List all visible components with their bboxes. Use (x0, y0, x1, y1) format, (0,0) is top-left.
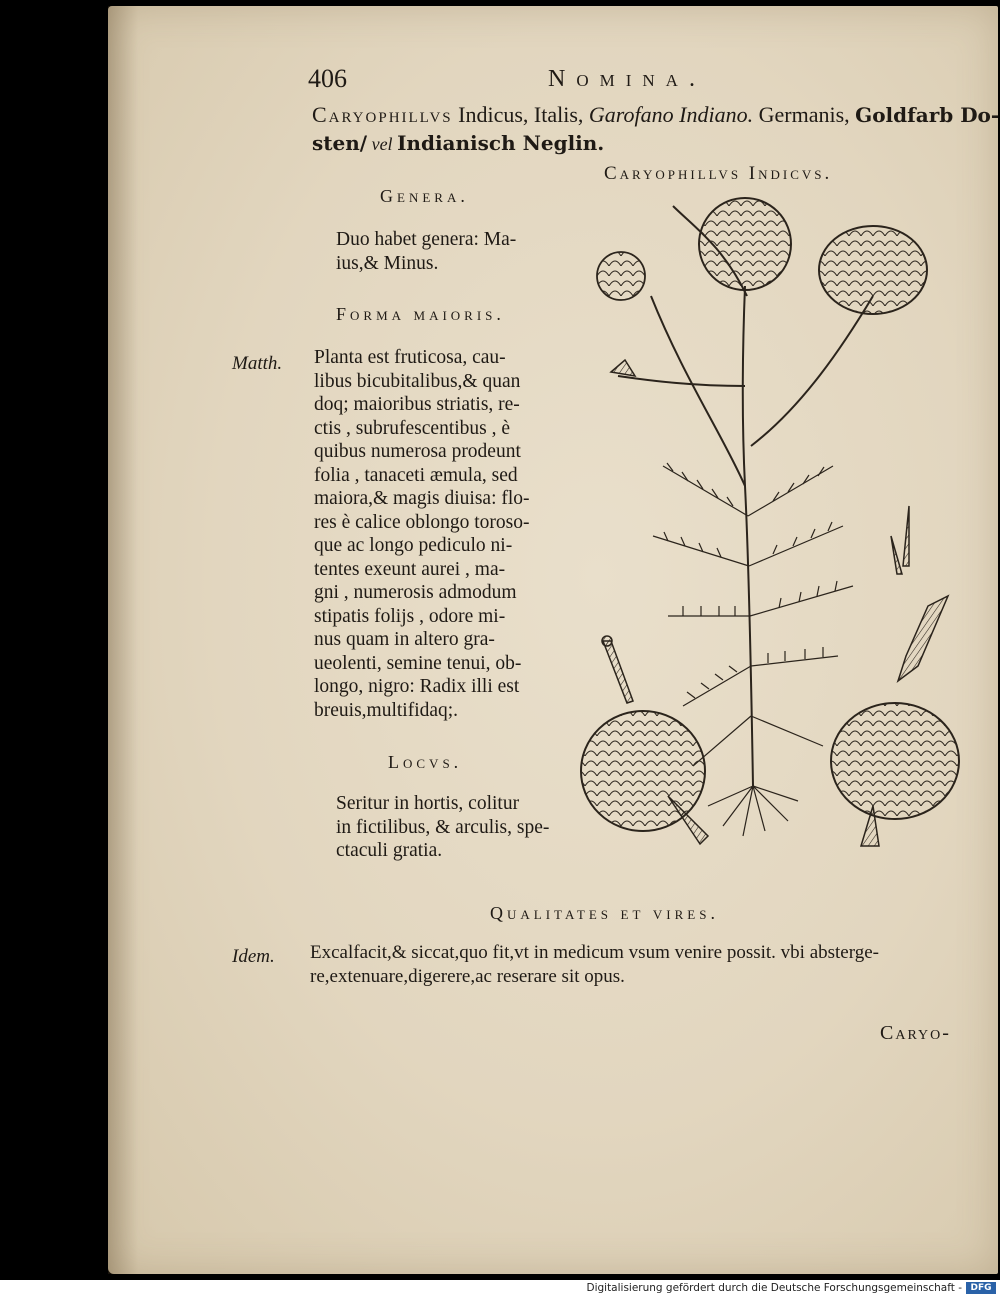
forma-line: Planta est fruticosa, cau- (314, 347, 506, 368)
qualitates-heading: Qualitates et vires. (490, 903, 719, 923)
title-line-2 (312, 130, 604, 156)
footer-bar (0, 1280, 1000, 1297)
forma-line: doq; maioribus striatis, re- (314, 394, 520, 415)
qualitates-line: Excalfacit,& siccat,quo fit,vt in medicum vsum venire possit. vbi absterge- (310, 942, 879, 963)
genera-line: ius,& Minus. (336, 252, 439, 274)
locus-line: ctaculi gratia. (336, 840, 443, 861)
title-gothic-a: sten/ (312, 131, 368, 155)
forma-line: stipatis folijs , odore mi- (314, 605, 506, 627)
forma-line: quibus numerosa prodeunt (314, 441, 521, 462)
forma-heading: Forma maioris. (336, 304, 505, 324)
marigold-woodcut (573, 186, 973, 876)
title-italian-name: Garofano Indiano. (588, 102, 754, 127)
title-line-1 (312, 102, 999, 128)
forma-line: longo, nigro: Radix illi est (314, 676, 520, 697)
flower-bud (611, 360, 635, 376)
locus-heading: Locvs. (388, 752, 463, 772)
locus-text (336, 792, 549, 863)
flower-head-top (699, 198, 791, 290)
title-german-gothic: Goldfarb Do- (855, 103, 1000, 127)
book-page (108, 6, 998, 1274)
plate-caption: Caryophillvs Indicvs. (604, 163, 833, 184)
locus-line: Seritur in hortis, colitur (336, 793, 520, 814)
title-gothic-b: Indianisch Neglin. (397, 131, 605, 155)
qualitates-line: re,extenuare,digerere,ac reserare sit opus. (310, 965, 625, 987)
genera-text (336, 228, 516, 275)
forma-line: gni , numerosis admodum (314, 582, 517, 603)
catchword: Caryo- (880, 1022, 951, 1044)
forma-line: tentes exeunt aurei , ma- (314, 558, 506, 580)
forma-line: que ac longo pediculo ni- (314, 535, 513, 556)
leaf-fronds (653, 463, 853, 766)
running-head: Nomina. (548, 66, 706, 92)
detail-flower-double (831, 703, 959, 846)
genera-line: Duo habet genera: Ma- (336, 229, 517, 250)
title-german-intro: Germanis, (753, 102, 856, 127)
forma-line: folia , tanaceti æmula, sed (314, 464, 518, 486)
title-latin-rest: Indicus, Italis, (452, 102, 589, 127)
forma-text (314, 346, 530, 722)
forma-line: libus bicubitalibus,& quan (314, 370, 521, 392)
detail-flower-open (581, 711, 708, 844)
qualitates-text (310, 941, 879, 988)
dfg-logo: DFG (966, 1282, 996, 1294)
forma-line: ueolenti, semine tenui, ob- (314, 652, 522, 674)
margin-note-idem: Idem. (232, 946, 275, 967)
flower-head-small (597, 252, 645, 300)
margin-note-matth: Matth. (232, 353, 283, 374)
forma-line: nus quam in altero gra- (314, 629, 495, 650)
detail-florets (602, 506, 948, 703)
title-latin-name: Caryophillvs (312, 102, 453, 127)
forma-line: maiora,& magis diuisa: flo- (314, 488, 530, 509)
forma-line: ctis , subrufescentibus , è (314, 417, 511, 439)
footer-credit: Digitalisierung gefördert durch die Deutsche Forschungsgemeinschaft - (586, 1282, 962, 1294)
roots (708, 786, 798, 836)
page-gutter-shade (108, 6, 138, 1274)
forma-line: breuis,multifidaq;. (314, 699, 459, 721)
title-vel: vel (367, 134, 398, 154)
genera-heading: Genera. (380, 186, 469, 206)
flower-head-right (819, 226, 927, 314)
page-number: 406 (308, 64, 347, 93)
locus-line: in fictilibus, & arculis, spe- (336, 816, 550, 838)
forma-line: res è calice oblongo toroso- (314, 511, 530, 533)
